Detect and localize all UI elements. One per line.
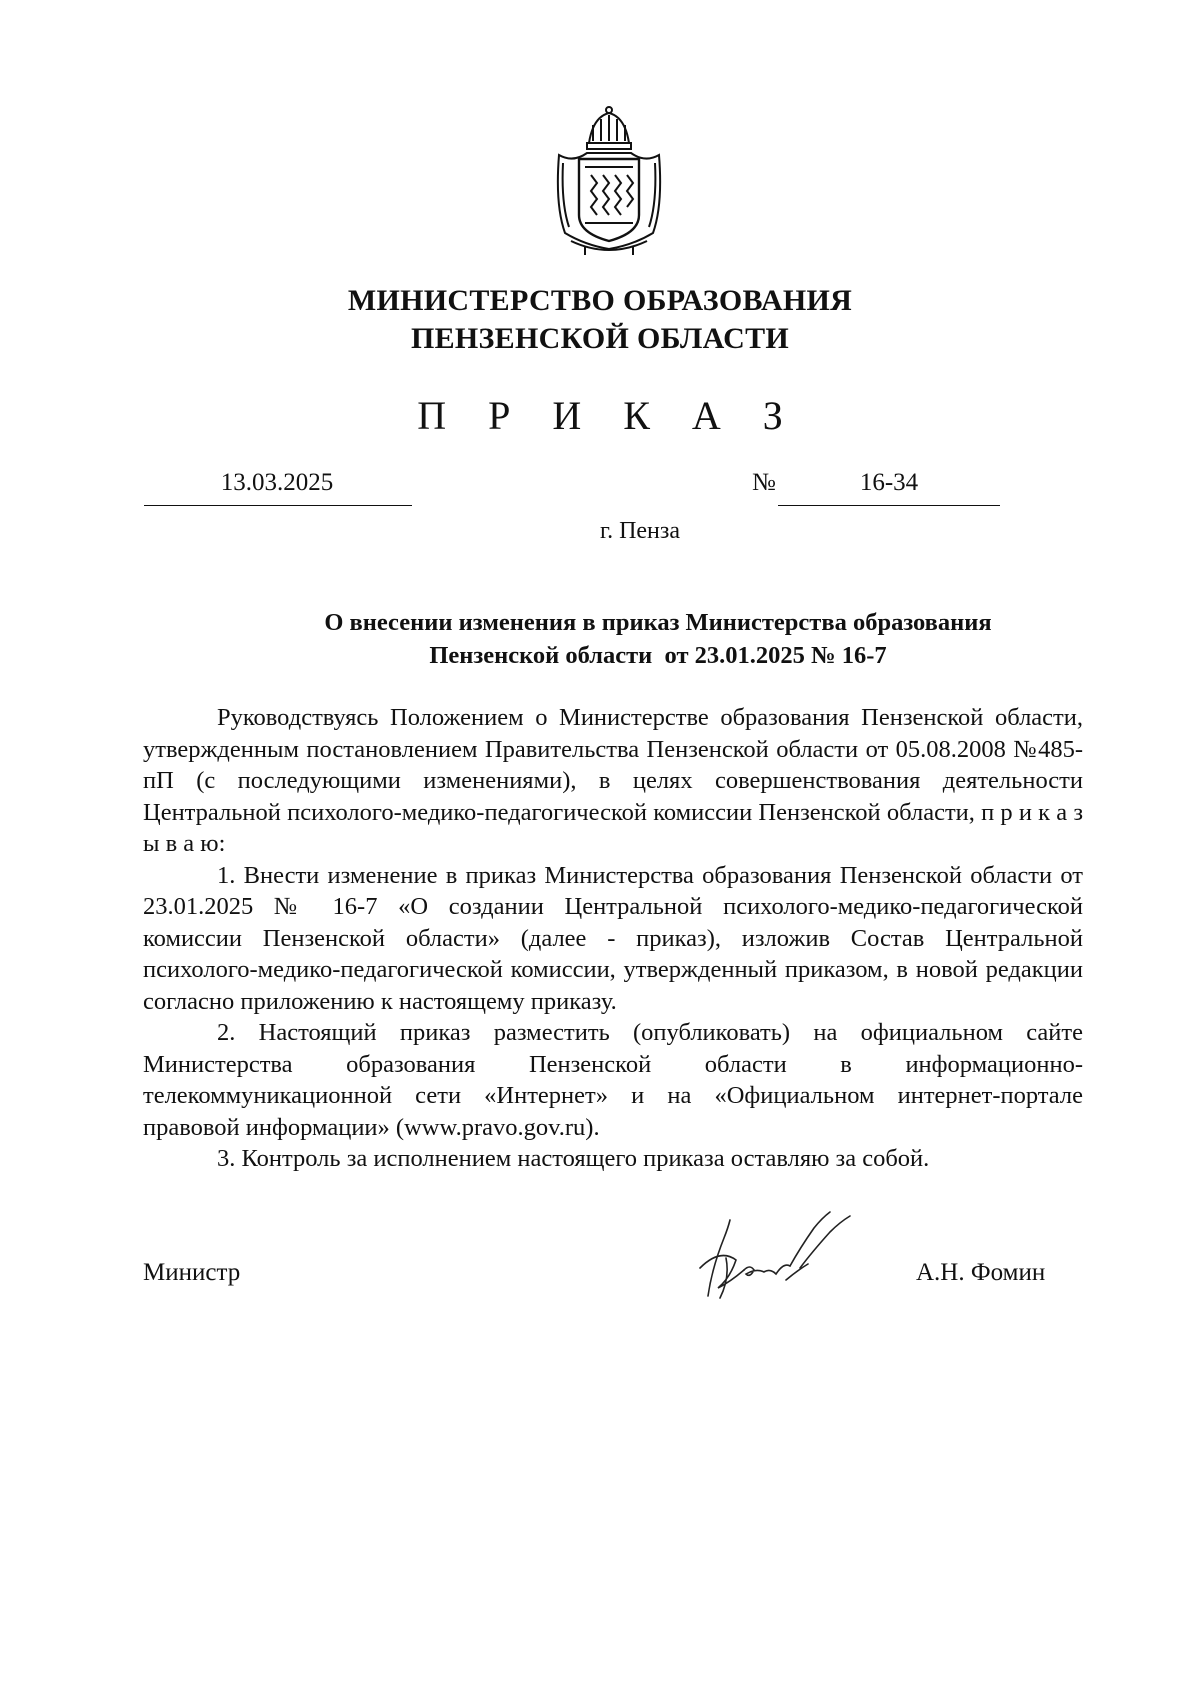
- order-title: П Р И К А З: [417, 393, 799, 438]
- item-1-paragraph: 1. Внести изменение в приказ Министерства образования Пензенской области от 23.01.2025 № 16-7 «О создании Центральной психолого-медико-педагогической комиссии Пензенской области» (далее - приказ), изложив Состав Центральной психолого-медико-педагогической комиссии, утвержденный приказом, в новой редакции согласно приложению к настоящему приказу.: [143, 861, 1083, 1015]
- order-body: [143, 702, 1083, 1175]
- coat-of-arms-emblem: [545, 105, 673, 260]
- signatory-name: А.Н. Фомин: [916, 1259, 1046, 1286]
- item-2-paragraph: 2. Настоящий приказ разместить (опубликовать) на официальном сайте Министерства образования Пензенской области в информационно-телекоммуникационной сети «Интернет» и на «Официальном интернет-портале правовой информации» (www.pravo.gov.ru).: [143, 1019, 1083, 1141]
- order-number: 16-34: [859, 469, 919, 496]
- handwritten-signature: [690, 1208, 870, 1303]
- date-underline: [144, 505, 412, 506]
- subject-line2: Пензенской области от 23.01.2025 № 16-7: [429, 642, 887, 669]
- number-sign: №: [752, 469, 776, 496]
- item-3-paragraph: 3. Контроль за исполнением настоящего приказа оставляю за собой.: [217, 1145, 930, 1172]
- preamble-paragraph: Руководствуясь Положением о Министерстве образования Пензенской области, утвержденным постановлением Правительства Пензенской области от 05.08.2008 №485-пП (с последующими изменениями), в целях совершенствования деятельности Центральной психолого-медико-педагогической комиссии Пензенской области, п р и к а з ы в а ю:: [143, 704, 1083, 857]
- signatory-title: Министр: [143, 1259, 241, 1286]
- ministry-name-line1: МИНИСТЕРСТВО ОБРАЗОВАНИЯ: [347, 284, 853, 317]
- order-date: 13.03.2025: [220, 469, 334, 496]
- ministry-name-line2: ПЕНЗЕНСКОЙ ОБЛАСТИ: [410, 322, 790, 355]
- number-underline: [778, 505, 1000, 506]
- order-city: г. Пенза: [599, 518, 681, 544]
- subject-line1: О внесении изменения в приказ Министерства образования: [324, 609, 992, 636]
- order-subject: [240, 606, 1076, 672]
